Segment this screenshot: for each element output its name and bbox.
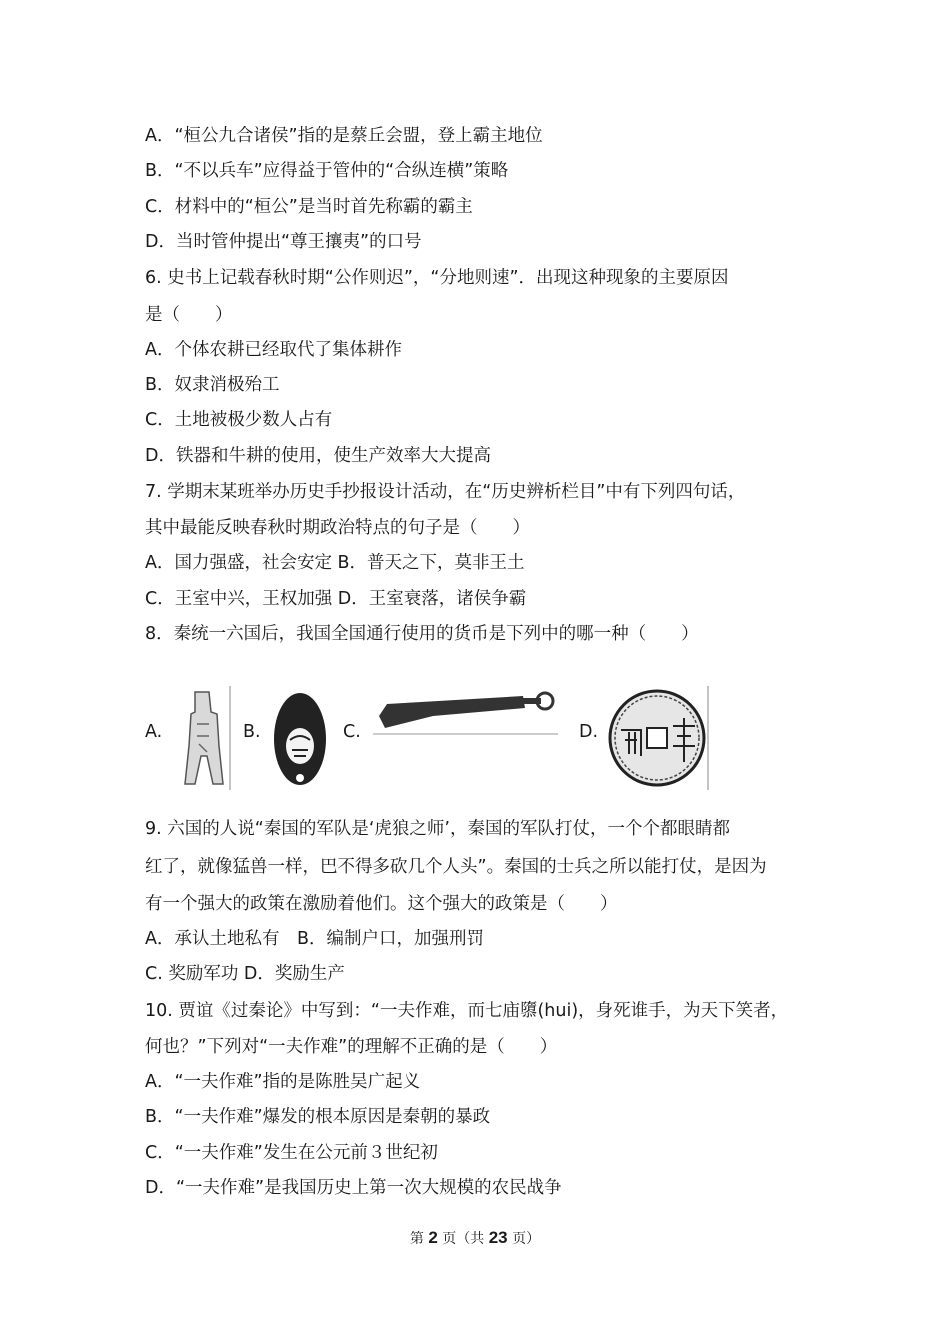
coin-label-d: D. xyxy=(579,722,599,742)
coin-label-a: A. xyxy=(145,722,163,742)
footer-page-number: 2 xyxy=(428,1228,438,1247)
q10-option-a: A．“一夫作难”指的是陈胜吴广起义 xyxy=(145,1072,421,1092)
q8-coin-options xyxy=(145,680,765,795)
q9-options-cd: C. 奖励军功 D．奖励生产 xyxy=(145,964,345,984)
q9-stem: 9. 六国的人说“秦国的军队是‘虎狼之师’，秦国的军队打仗，一个个都眼睛都 xyxy=(145,819,730,839)
q9-options-ab: A．承认土地私有 B．编制户口，加强刑罚 xyxy=(145,929,484,949)
q6-option-c: C．土地被极少数人占有 xyxy=(145,410,333,430)
q6-option-b: B．奴隶消极殆工 xyxy=(145,375,280,395)
footer-prefix: 第 xyxy=(409,1231,429,1247)
q6-option-d: D．铁器和牛耕的使用，使生产效率大大提高 xyxy=(145,446,491,466)
q10-option-d: D．“一夫作难”是我国历史上第一次大规模的农民战争 xyxy=(145,1178,562,1198)
q10-stem: 10. 贾谊《过秦论》中写到：“一夫作难，而七庙隳(hui)，身死谁手，为天下笑者， xyxy=(145,1001,789,1021)
coin-label-b: B. xyxy=(243,722,261,742)
q10-option-c: C．“一夫作难”发生在公元前３世纪初 xyxy=(145,1143,438,1163)
spade-coin-image xyxy=(175,684,231,792)
q5-option-b: B．“不以兵车”应得益于管仲的“合纵连横”策略 xyxy=(145,161,509,181)
q5-option-c: C．材料中的“桓公”是当时首先称霸的霸主 xyxy=(145,197,473,217)
banliang-round-coin-image xyxy=(607,684,712,792)
q10-stem-cont: 何也？”下列对“一夫作难”的理解不正确的是（ ） xyxy=(145,1037,558,1057)
footer-middle: 页（共 xyxy=(437,1231,489,1247)
ant-nose-coin-image xyxy=(270,684,330,792)
knife-coin-image xyxy=(373,686,563,738)
q5-option-d: D．当时管仲提出“尊王攘夷”的口号 xyxy=(145,232,422,252)
q7-options-cd: C．王室中兴，王权加强 D．王室衰落，诸侯争霸 xyxy=(145,589,527,609)
q10-option-b: B．“一夫作难”爆发的根本原因是秦朝的暴政 xyxy=(145,1107,491,1127)
page-footer xyxy=(0,1228,950,1248)
q5-option-a: A．“桓公九合诸侯”指的是蔡丘会盟，登上霸主地位 xyxy=(145,126,543,146)
q6-stem: 6. 史书上记载春秋时期“公作则迟”，“分地则速”．出现这种现象的主要原因 xyxy=(145,268,729,288)
q7-options-ab: A．国力强盛，社会安定 B．普天之下，莫非王土 xyxy=(145,553,525,573)
q9-stem-cont1: 红了，就像猛兽一样，巴不得多砍几个人头”。秦国的士兵之所以能打仗，是因为 xyxy=(145,857,767,877)
q6-option-a: A．个体农耕已经取代了集体耕作 xyxy=(145,340,402,360)
q7-stem: 7. 学期末某班举办历史手抄报设计活动，在“历史辨析栏目”中有下列四句话， xyxy=(145,482,746,502)
q6-stem-cont: 是（ ） xyxy=(145,305,233,325)
q7-stem-cont: 其中最能反映春秋时期政治特点的句子是（ ） xyxy=(145,518,530,538)
q8-stem: 8．秦统一六国后，我国全国通行使用的货币是下列中的哪一种（ ） xyxy=(145,624,699,644)
q9-stem-cont2: 有一个强大的政策在激励着他们。这个强大的政策是（ ） xyxy=(145,894,618,914)
footer-total-pages: 23 xyxy=(488,1228,508,1247)
footer-suffix: 页） xyxy=(507,1231,541,1247)
coin-label-c: C. xyxy=(343,722,361,742)
